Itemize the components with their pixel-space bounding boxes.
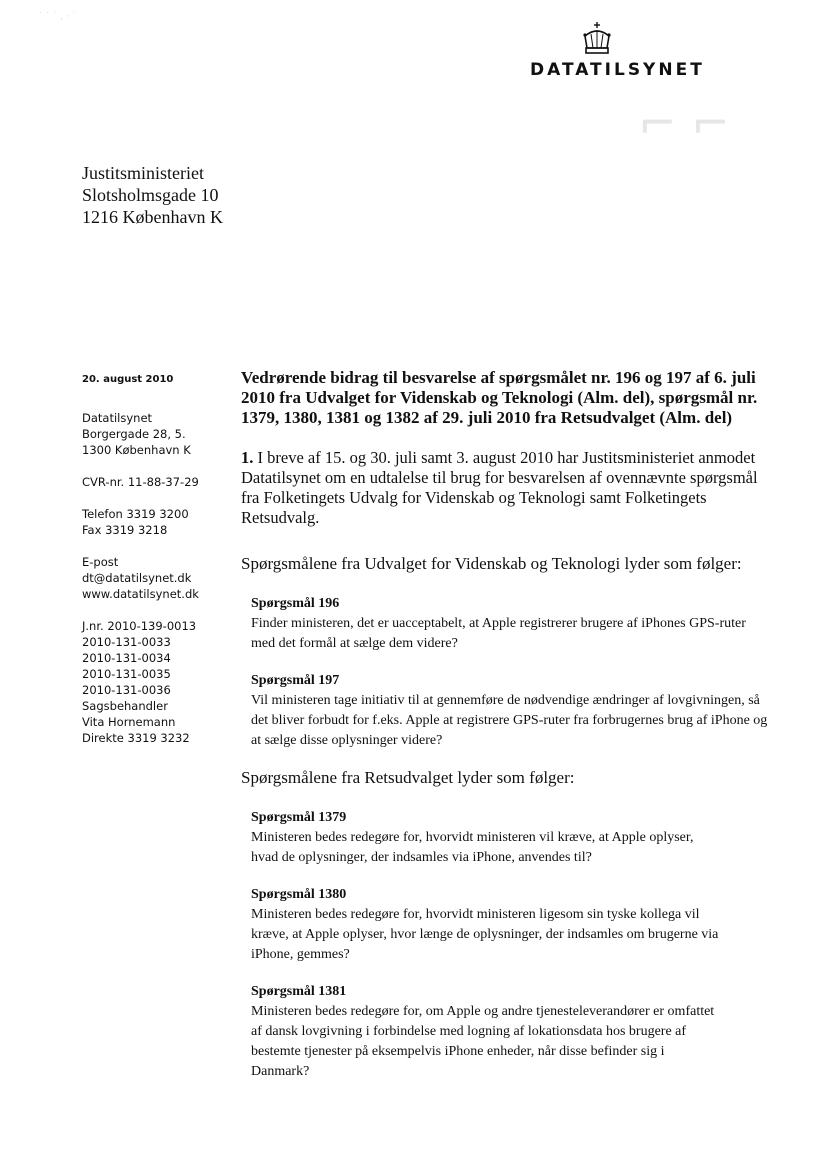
question-item [251,671,773,751]
intro-paragraph [241,448,773,528]
case-line: 2010-131-0035 [82,667,171,681]
case-line: 2010-131-0036 [82,683,171,697]
case-line: 2010-131-0033 [82,635,171,649]
question-title: Spørgsmål 196 [251,596,340,611]
sender-sidebar [82,372,232,762]
fax-line: Fax 3319 3218 [82,523,168,537]
contact-block [82,554,232,602]
phone-block [82,506,232,538]
question-title: Spørgsmål 197 [251,673,340,688]
address-line: Datatilsynet [82,411,153,425]
paragraph-number: 1. [241,448,254,467]
recipient-line: Slotsholmsgade 10 [82,185,219,205]
letter-body [241,368,773,1099]
scan-mark: ˙ ˙ ˙ , · ˙ [38,12,77,22]
case-line: Vita Hornemann [82,715,176,729]
crown-icon [582,22,612,56]
case-line: Sagsbehandler [82,699,168,713]
section-lead: Spørgsmålene fra Udvalget for Videnskab og Teknologi lyder som følger: [241,554,742,573]
subject-heading: Vedrørende bidrag til besvarelse af spørgsmålet nr. 196 og 197 af 6. juli 2010 fra Udvalget for Videnskab og Teknologi (Alm. del), spørgsmål nr. 1379, 1380, 1381 og 1382 af 29. juli 2010 fra Retsudvalget (Alm. del) [241,368,758,427]
question-text: Finder ministeren, det er uacceptabelt, at Apple registrerer brugere af iPhones GPS-ruter med det formål at sælge dem videre? [251,616,746,651]
address-line: 1300 København K [82,443,191,457]
address-line: Borgergade 28, 5. [82,427,186,441]
email-label: E-post [82,555,119,569]
case-line: 2010-131-0034 [82,651,171,665]
sender-address [82,410,232,458]
recipient-line: Justitsministeriet [82,163,205,183]
question-title: Spørgsmål 1381 [251,984,347,999]
case-line: Direkte 3319 3232 [82,731,190,745]
case-line: J.nr. 2010-139-0013 [82,619,197,633]
question-item [251,885,773,965]
phone-line: Telefon 3319 3200 [82,507,189,521]
question-item [251,982,773,1082]
recipient-line: 1216 København K [82,207,223,227]
intro-text: I breve af 15. og 30. juli samt 3. august 2010 har Justitsministeriet anmodet Datatilsynet om en udtalelse til brug for besvarelsen af ovennævnte spørgsmål fra Folketingets Udvalg for Videnskab og Teknologi samt Folketingets Retsudvalg. [241,448,758,527]
website-link[interactable]: www.datatilsynet.dk [82,587,199,601]
logo-wordmark: DATATILSYNET [530,60,705,80]
cvr-line: CVR-nr. 11-88-37-29 [82,475,199,489]
case-block [82,618,232,746]
section-lead: Spørgsmålene fra Retsudvalget lyder som følger: [241,768,575,787]
letter-date: 20. august 2010 [82,374,174,385]
question-text: Ministeren bedes redegøre for, hvorvidt ministeren ligesom sin tyske kollega vil kræve, at Apple oplyser, hvor længe de oplysninger, der indsamles om brugerne via iPhone, gemmes? [251,907,719,962]
question-text: Ministeren bedes redegøre for, om Apple og andre tjenesteleverandører er omfattet af dansk lovgivning i forbindelse med logning af lokationsdata hos brugere af bestemte tjenester på eksempelvis iPhone enheder, når disse befinder sig i Danmark? [251,1004,715,1079]
question-text: Vil ministeren tage initiativ til at gennemføre de nødvendige ændringer af lovgivningen, så det bliver forbudt for f.eks. Apple at registrere GPS-ruter fra forbrugernes brug af iPhone og at sælge disse oplysninger videre? [251,693,768,748]
question-item [251,594,773,654]
cvr-number [82,474,232,490]
recipient-address [82,162,223,228]
email-link[interactable]: dt@datatilsynet.dk [82,571,192,585]
scan-mark: ⌐ ⌐ [638,96,730,150]
question-text: Ministeren bedes redegøre for, hvorvidt ministeren vil kræve, at Apple oplyser, hvad de oplysninger, der indsamles via iPhone, anvendes til? [251,830,694,865]
question-title: Spørgsmål 1380 [251,887,347,902]
question-title: Spørgsmål 1379 [251,810,347,825]
question-item [251,808,773,868]
